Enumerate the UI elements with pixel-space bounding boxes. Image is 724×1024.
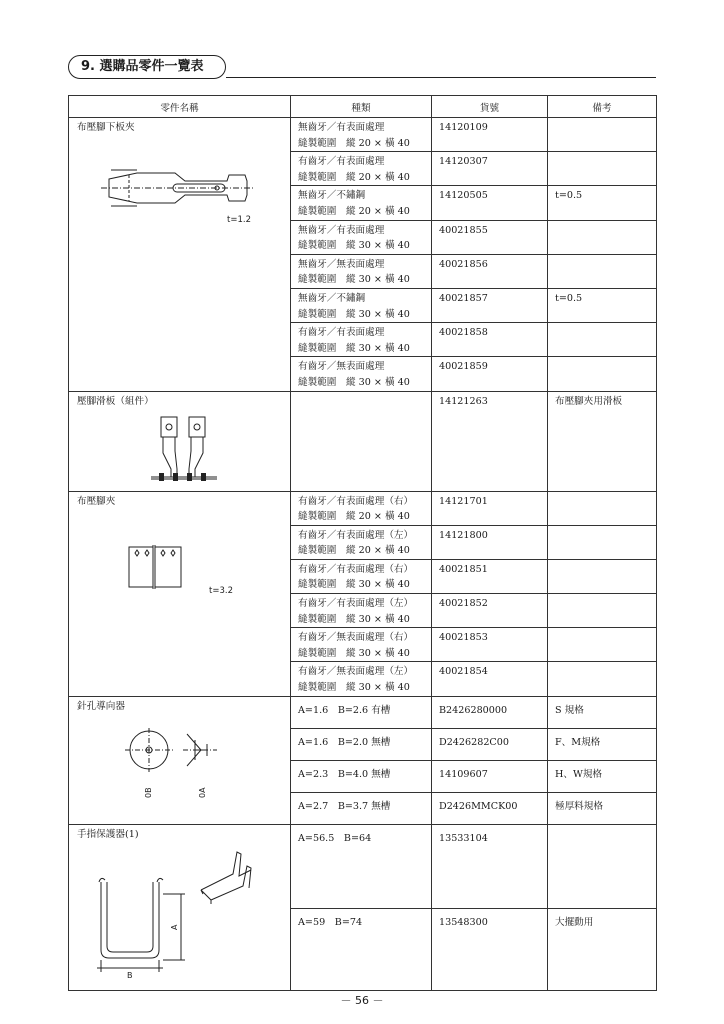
- section-title: 9. 選購品零件一覽表: [68, 55, 226, 79]
- part-name: 布壓腳夾: [77, 495, 116, 507]
- table-row: 有齒牙／有表面處理（右） 縫製範圍 縱 30 × 橫 40 40021851: [69, 559, 657, 593]
- header-row: [69, 96, 657, 118]
- dimension-label-a: 0A: [198, 787, 207, 799]
- table-row: 無齒牙／不鏽鋼 縫製範圍 縱 20 × 橫 40 14120505 t=0.5: [69, 186, 657, 220]
- table-row: A=2.3 B=4.0 無槽 14109607 H、W規格: [69, 760, 657, 792]
- table-row: 無齒牙／無表面處理 縫製範圍 縱 30 × 橫 40 40021856: [69, 254, 657, 288]
- dimension-label-a: A: [170, 924, 179, 931]
- part-name: 壓腳滑板（組件）: [77, 395, 154, 407]
- thickness-label: t=3.2: [209, 586, 233, 597]
- table-row: 針孔導向器 0B 0A A=1.6 B=2.6 有槽 B2426280000 S 規格: [69, 696, 657, 728]
- table-row: 有齒牙／有表面處理（左） 縫製範圍 縱 20 × 橫 40 14121800: [69, 525, 657, 559]
- dimension-label-b: B: [127, 971, 133, 981]
- table-row: 有齒牙／無表面處理（右） 縫製範圍 縱 30 × 橫 40 40021853: [69, 628, 657, 662]
- part-name-cell: [69, 696, 291, 824]
- part-name-cell: [69, 824, 291, 990]
- column-header-part-no: 貨號: [432, 96, 548, 118]
- needle-guide-figure: [77, 724, 290, 804]
- column-header-type: 種類: [291, 96, 432, 118]
- finger-guard-figure: [77, 842, 290, 982]
- table-row: 有齒牙／有表面處理 縫製範圍 縱 20 × 橫 40 14120307: [69, 152, 657, 186]
- table-row: 無齒牙／不鏽鋼 縫製範圍 縱 30 × 橫 40 40021857 t=0.5: [69, 288, 657, 322]
- table-row: 無齒牙／有表面處理 縫製範圍 縱 30 × 橫 40 40021855: [69, 220, 657, 254]
- column-header-note: 備考: [548, 96, 657, 118]
- table-row: 布壓腳下板夾 t=1.2 無齒牙／有表面處理 縫製範圍 縱 20 × 橫 40 14120109: [69, 118, 657, 152]
- part-name: 布壓腳下板夾: [77, 122, 135, 133]
- part-name-cell: [69, 391, 291, 491]
- part-name-cell: [69, 118, 291, 392]
- table-row: A=59 B=74 13548300 大擺動用: [69, 908, 657, 990]
- part-name: 針孔導向器: [77, 700, 125, 712]
- page-number: － 56 －: [340, 994, 384, 1007]
- table-row: 有齒牙／無表面處理 縫製範圍 縱 30 × 橫 40 40021859: [69, 357, 657, 391]
- slide-plate-figure: [77, 411, 290, 487]
- dimension-label-b: 0B: [144, 787, 153, 799]
- column-header-name: 零件名稱: [69, 96, 291, 118]
- table-row: 有齒牙／無表面處理（左） 縫製範圍 縱 30 × 橫 40 40021854: [69, 662, 657, 696]
- table-row: A=2.7 B=3.7 無槽 D2426MMCK00 極厚料規格: [69, 792, 657, 824]
- parts-table: [68, 95, 657, 991]
- table-row: 有齒牙／有表面處理 縫製範圍 縱 30 × 橫 40 40021858: [69, 323, 657, 357]
- table-row: 壓腳滑板（組件） 14121263 布壓腳夾用滑板: [69, 391, 657, 491]
- table-row: A=1.6 B=2.0 無槽 D2426282C00 F、M規格: [69, 728, 657, 760]
- feed-plate-figure: [77, 146, 290, 226]
- part-name: 手指保護器(1): [77, 828, 139, 840]
- thickness-label: t=1.2: [227, 214, 251, 225]
- section-title-rule: [226, 77, 656, 78]
- presser-clamp-figure: [77, 539, 290, 609]
- table-row: 布壓腳夾 t=3.2 有齒牙／有表面處理（右） 縫製範圍 縱 20 × 橫 40 14121701: [69, 491, 657, 525]
- table-row: 有齒牙／有表面處理（左） 縫製範圍 縱 30 × 橫 40 40021852: [69, 594, 657, 628]
- part-name-cell: [69, 491, 291, 696]
- table-row: 手指保護器(1) B A A=56.5 B=64 13533104: [69, 824, 657, 908]
